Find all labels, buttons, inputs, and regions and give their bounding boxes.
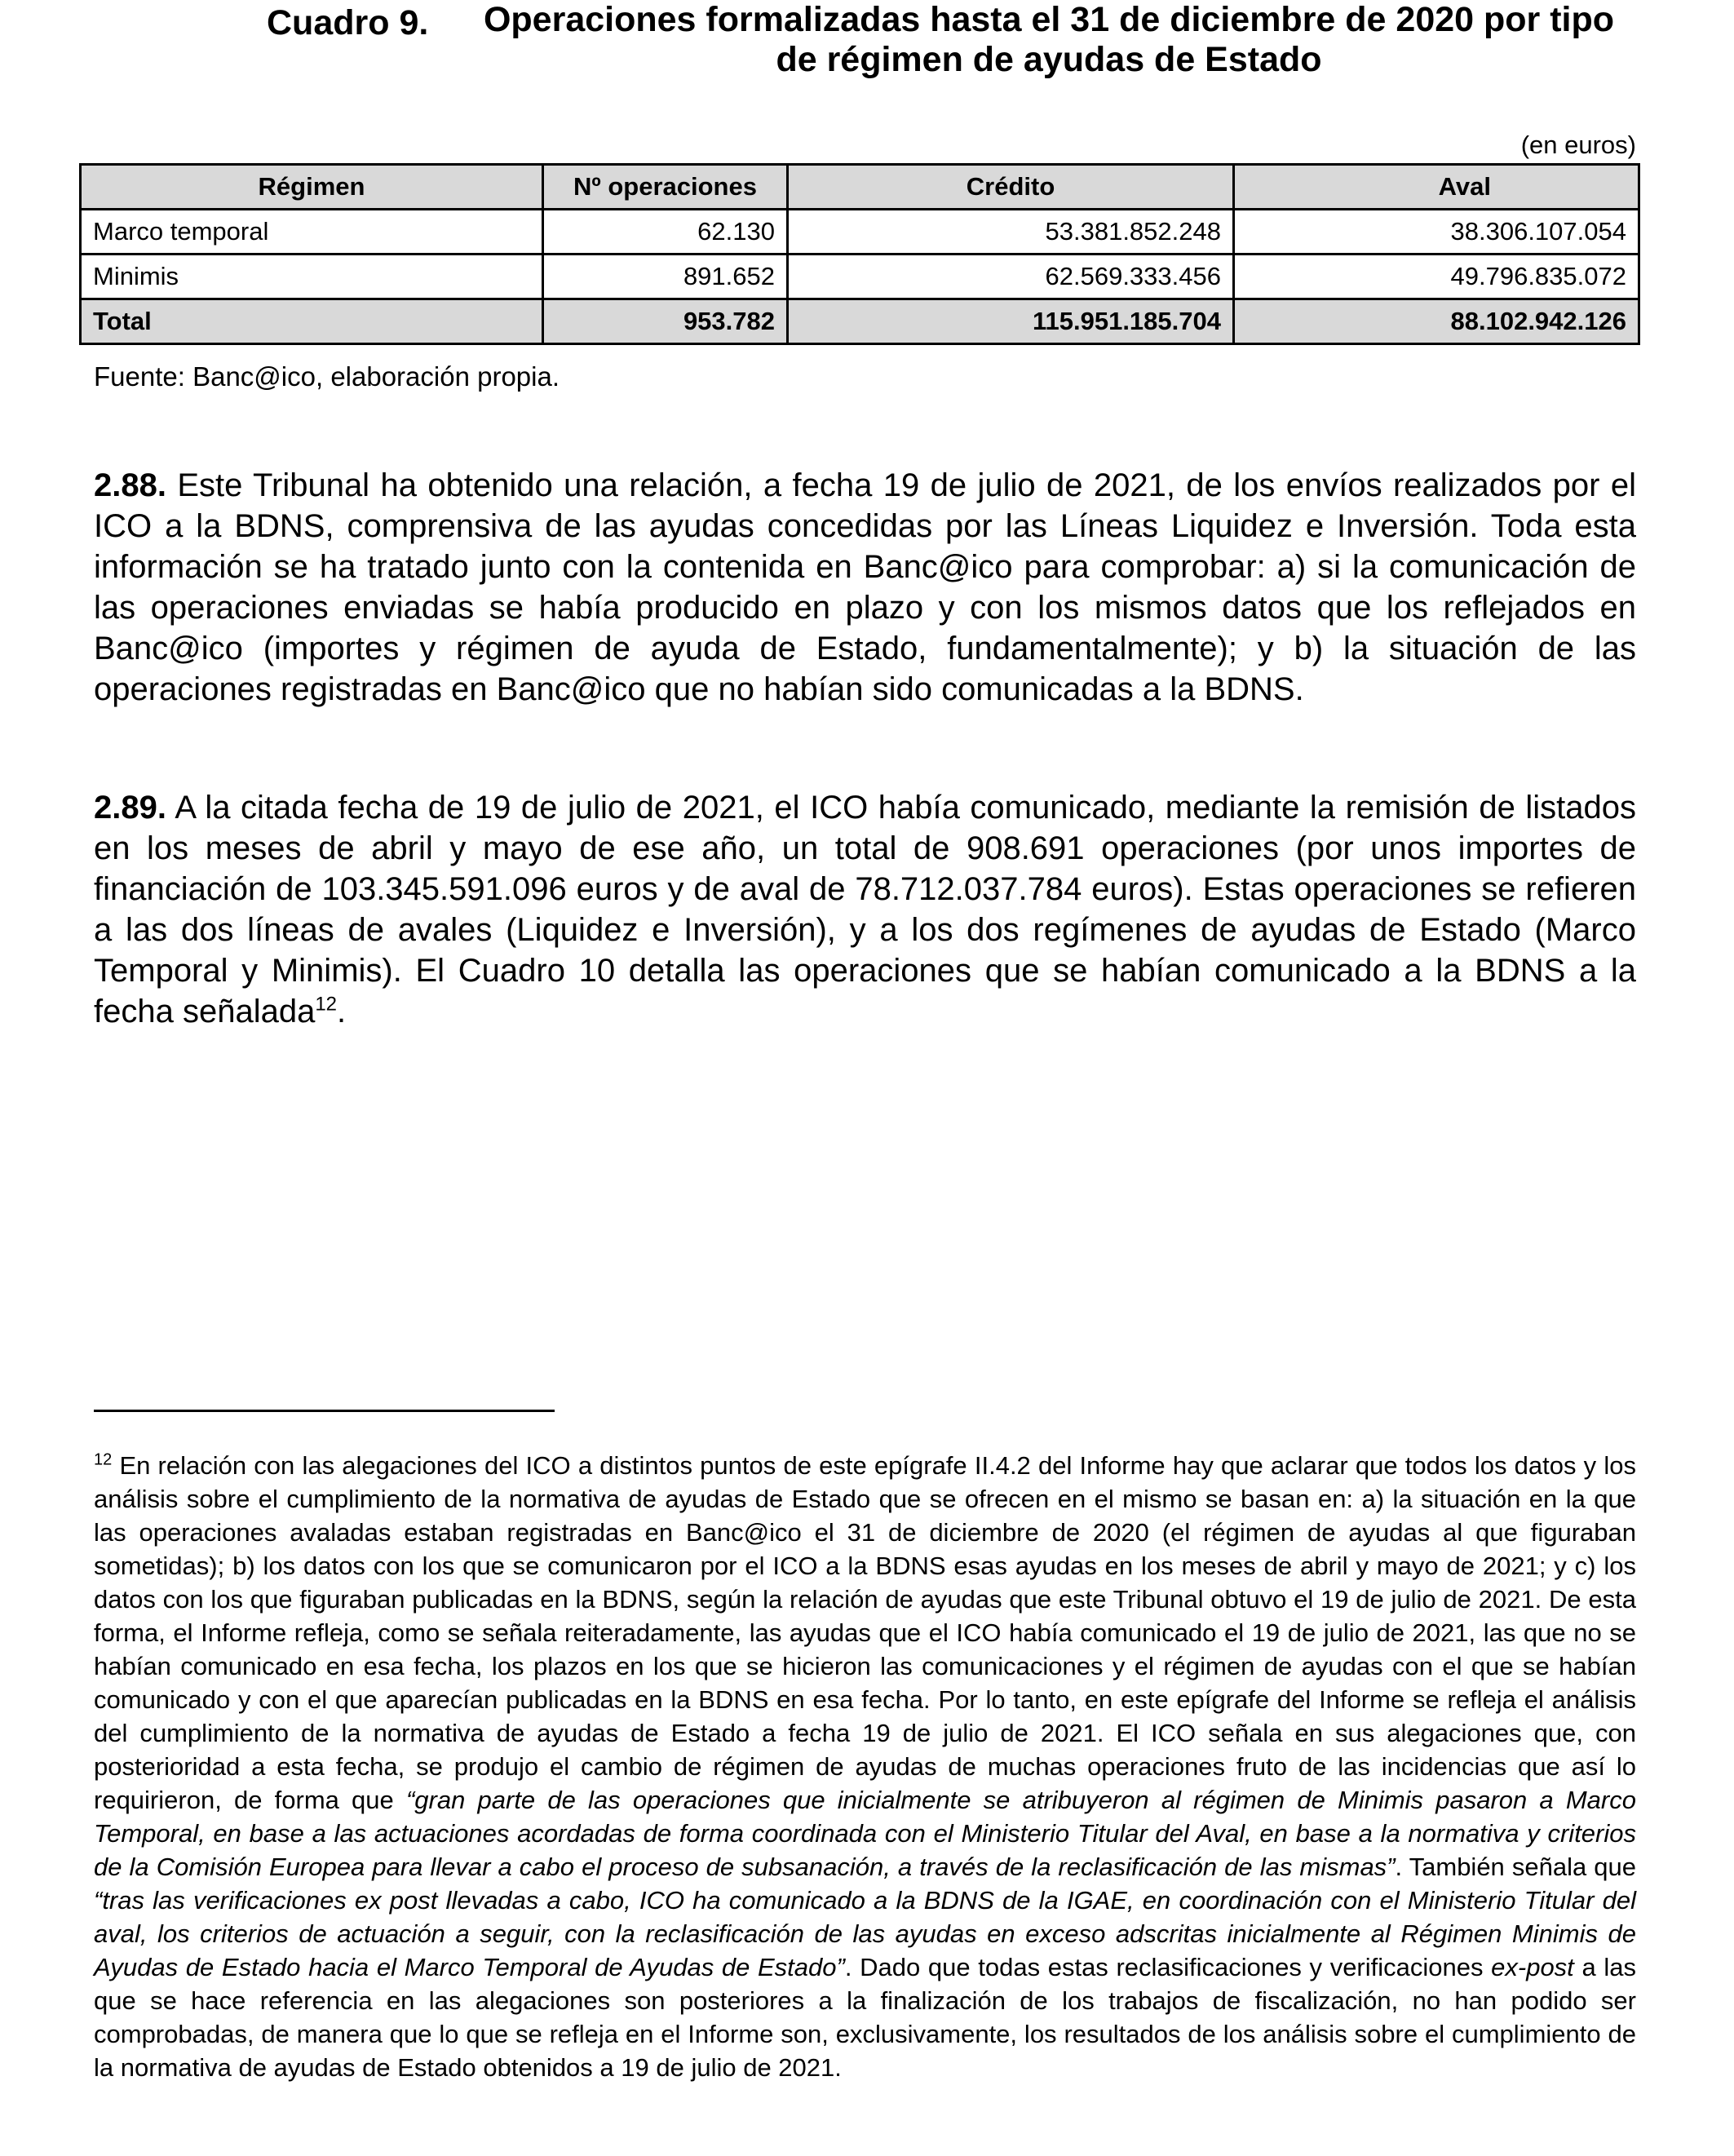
- total-credito: 115.951.185.704: [788, 299, 1234, 344]
- header-credito: Crédito: [788, 165, 1234, 210]
- paragraph-number: 2.89.: [94, 790, 166, 826]
- footnote-quote: “gran parte de las operaciones que inicialmente se atribuyeron al régimen de Minimis pasaron a Marco Temporal, en base a las actuaciones acordadas de forma coordinada con el Ministerio Titular del Aval, en base a la normativa y criterios de la Comisión Europea para llevar a cabo el proceso de subsanación, a través de la reclasificación de las mismas”: [94, 1786, 1636, 1881]
- cell-regimen: Marco temporal: [81, 210, 543, 255]
- footnote-text: . Dado que todas estas reclasificaciones y verificaciones: [844, 1953, 1492, 1981]
- cell-aval: 49.796.835.072: [1234, 255, 1639, 299]
- footnote-12: [94, 1449, 1636, 2084]
- footnote-quote: “tras las verificaciones ex post llevadas a cabo, ICO ha comunicado a la BDNS de la IGAE, en coordinación con el Ministerio Titular del aval, los criterios de actuación a seguir, con la reclasificación de las ayudas en exceso adscritas inicialmente al Régimen Minimis de Ayudas de Estado hacia el Marco Temporal de Ayudas de Estado”: [94, 1886, 1636, 1981]
- header-regimen: Régimen: [81, 165, 543, 210]
- operations-table: [79, 163, 1640, 345]
- table-units: (en euros): [1520, 131, 1636, 159]
- footnote-text: En relación con las alegaciones del ICO a distintos puntos de este epígrafe II.4.2 del Informe hay que aclarar que todos los datos y los análisis sobre el cumplimiento de la normativa de ayudas de Estado que se ofrecen en el mismo se basan en: a) la situación en la que las operaciones avaladas estaban registradas en Banc@ico el 31 de diciembre de 2020 (el régimen de ayudas al que figuraban sometidas); b) los datos con los que se comunicaron por el ICO a la BDNS esas ayudas en los meses de abril y mayo de 2021; y c) los datos con los que figuraban publicadas en la BDNS, según la relación de ayudas que este Tribunal obtuvo el 19 de julio de 2021. De esta forma, el Informe refleja, como se señala reiteradamente, las ayudas que el ICO había comunicado el 19 de julio de 2021, las que no se habían comunicado en esa fecha, los plazos en los que se hicieron las comunicaciones y el régimen de ayudas con el que se habían comunicado y con el que aparecían publicadas en la BDNS en esa fecha. Por lo tanto, en este epígrafe del Informe se refleja el análisis del cumplimiento de la normativa de ayudas de Estado a fecha 19 de julio de 2021. El ICO señala en sus alegaciones que, con posterioridad a esta fecha, se produjo el cambio de régimen de ayudas de muchas operaciones fruto de las incidencias que así lo requirieron, de forma que: [94, 1451, 1636, 1814]
- header-aval: Aval: [1234, 165, 1639, 210]
- paragraph-number: 2.88.: [94, 467, 166, 503]
- cell-credito: 53.381.852.248: [788, 210, 1234, 255]
- caption-title: Operaciones formalizadas hasta el 31 de diciembre de 2020 por tipo de régimen de ayudas de Estado: [483, 0, 1615, 79]
- cell-operaciones: 62.130: [543, 210, 788, 255]
- paragraph-2-88: [94, 465, 1636, 710]
- table-source: Fuente: Banc@ico, elaboración propia.: [94, 361, 560, 392]
- footnote-emphasis: ex-post: [1491, 1953, 1574, 1981]
- footnote-text: . También señala que: [1395, 1853, 1636, 1881]
- caption-number: Cuadro 9.: [267, 3, 429, 42]
- total-operaciones: 953.782: [543, 299, 788, 344]
- footnote-reference[interactable]: 12: [315, 993, 338, 1016]
- table-header-row: [81, 165, 1639, 210]
- header-operaciones: Nº operaciones: [543, 165, 788, 210]
- paragraph-text: A la citada fecha de 19 de julio de 2021, el ICO había comunicado, mediante la remisión de listados en los meses de abril y mayo de ese año, un total de 908.691 operaciones (por unos importes de financiación de 103.345.591.096 euros y de aval de 78.712.037.784 euros). Estas operaciones se refieren a las dos líneas de avales (Liquidez e Inversión), y a los dos regímenes de ayudas de Estado (Marco Temporal y Minimis). El Cuadro 10 detalla las operaciones que se habían comunicado a la BDNS a la fecha señalada: [94, 790, 1636, 1029]
- footnote-separator: [94, 1410, 555, 1412]
- cell-regimen: Minimis: [81, 255, 543, 299]
- paragraph-text: Este Tribunal ha obtenido una relación, a fecha 19 de julio de 2021, de los envíos realizados por el ICO a la BDNS, comprensiva de las ayudas concedidas por las Líneas Liquidez e Inversión. Toda esta información se ha tratado junto con la contenida en Banc@ico para comprobar: a) si la comunicación de las operaciones enviadas se había producido en plazo y con los mismos datos que los reflejados en Banc@ico (importes y régimen de ayuda de Estado, fundamentalmente); y b) la situación de las operaciones registradas en Banc@ico que no habían sido comunicadas a la BDNS.: [94, 467, 1636, 707]
- table-row: [81, 255, 1639, 299]
- total-label: Total: [81, 299, 543, 344]
- footnote-mark: 12: [94, 1450, 113, 1469]
- paragraph-2-89: [94, 787, 1636, 1032]
- cell-credito: 62.569.333.456: [788, 255, 1234, 299]
- cell-operaciones: 891.652: [543, 255, 788, 299]
- table-row: [81, 210, 1639, 255]
- cell-aval: 38.306.107.054: [1234, 210, 1639, 255]
- footnote-text: a las que se hace referencia en las alegaciones son posteriores a la finalización de los trabajos de fiscalización, no han podido ser comprobadas, de manera que lo que se refleja en el Informe son, exclusivamente, los resultados de los análisis sobre el cumplimiento de la normativa de ayudas de Estado obtenidos a 19 de julio de 2021.: [94, 1953, 1636, 2082]
- total-aval: 88.102.942.126: [1234, 299, 1639, 344]
- table-total-row: [81, 299, 1639, 344]
- paragraph-end: .: [337, 994, 347, 1029]
